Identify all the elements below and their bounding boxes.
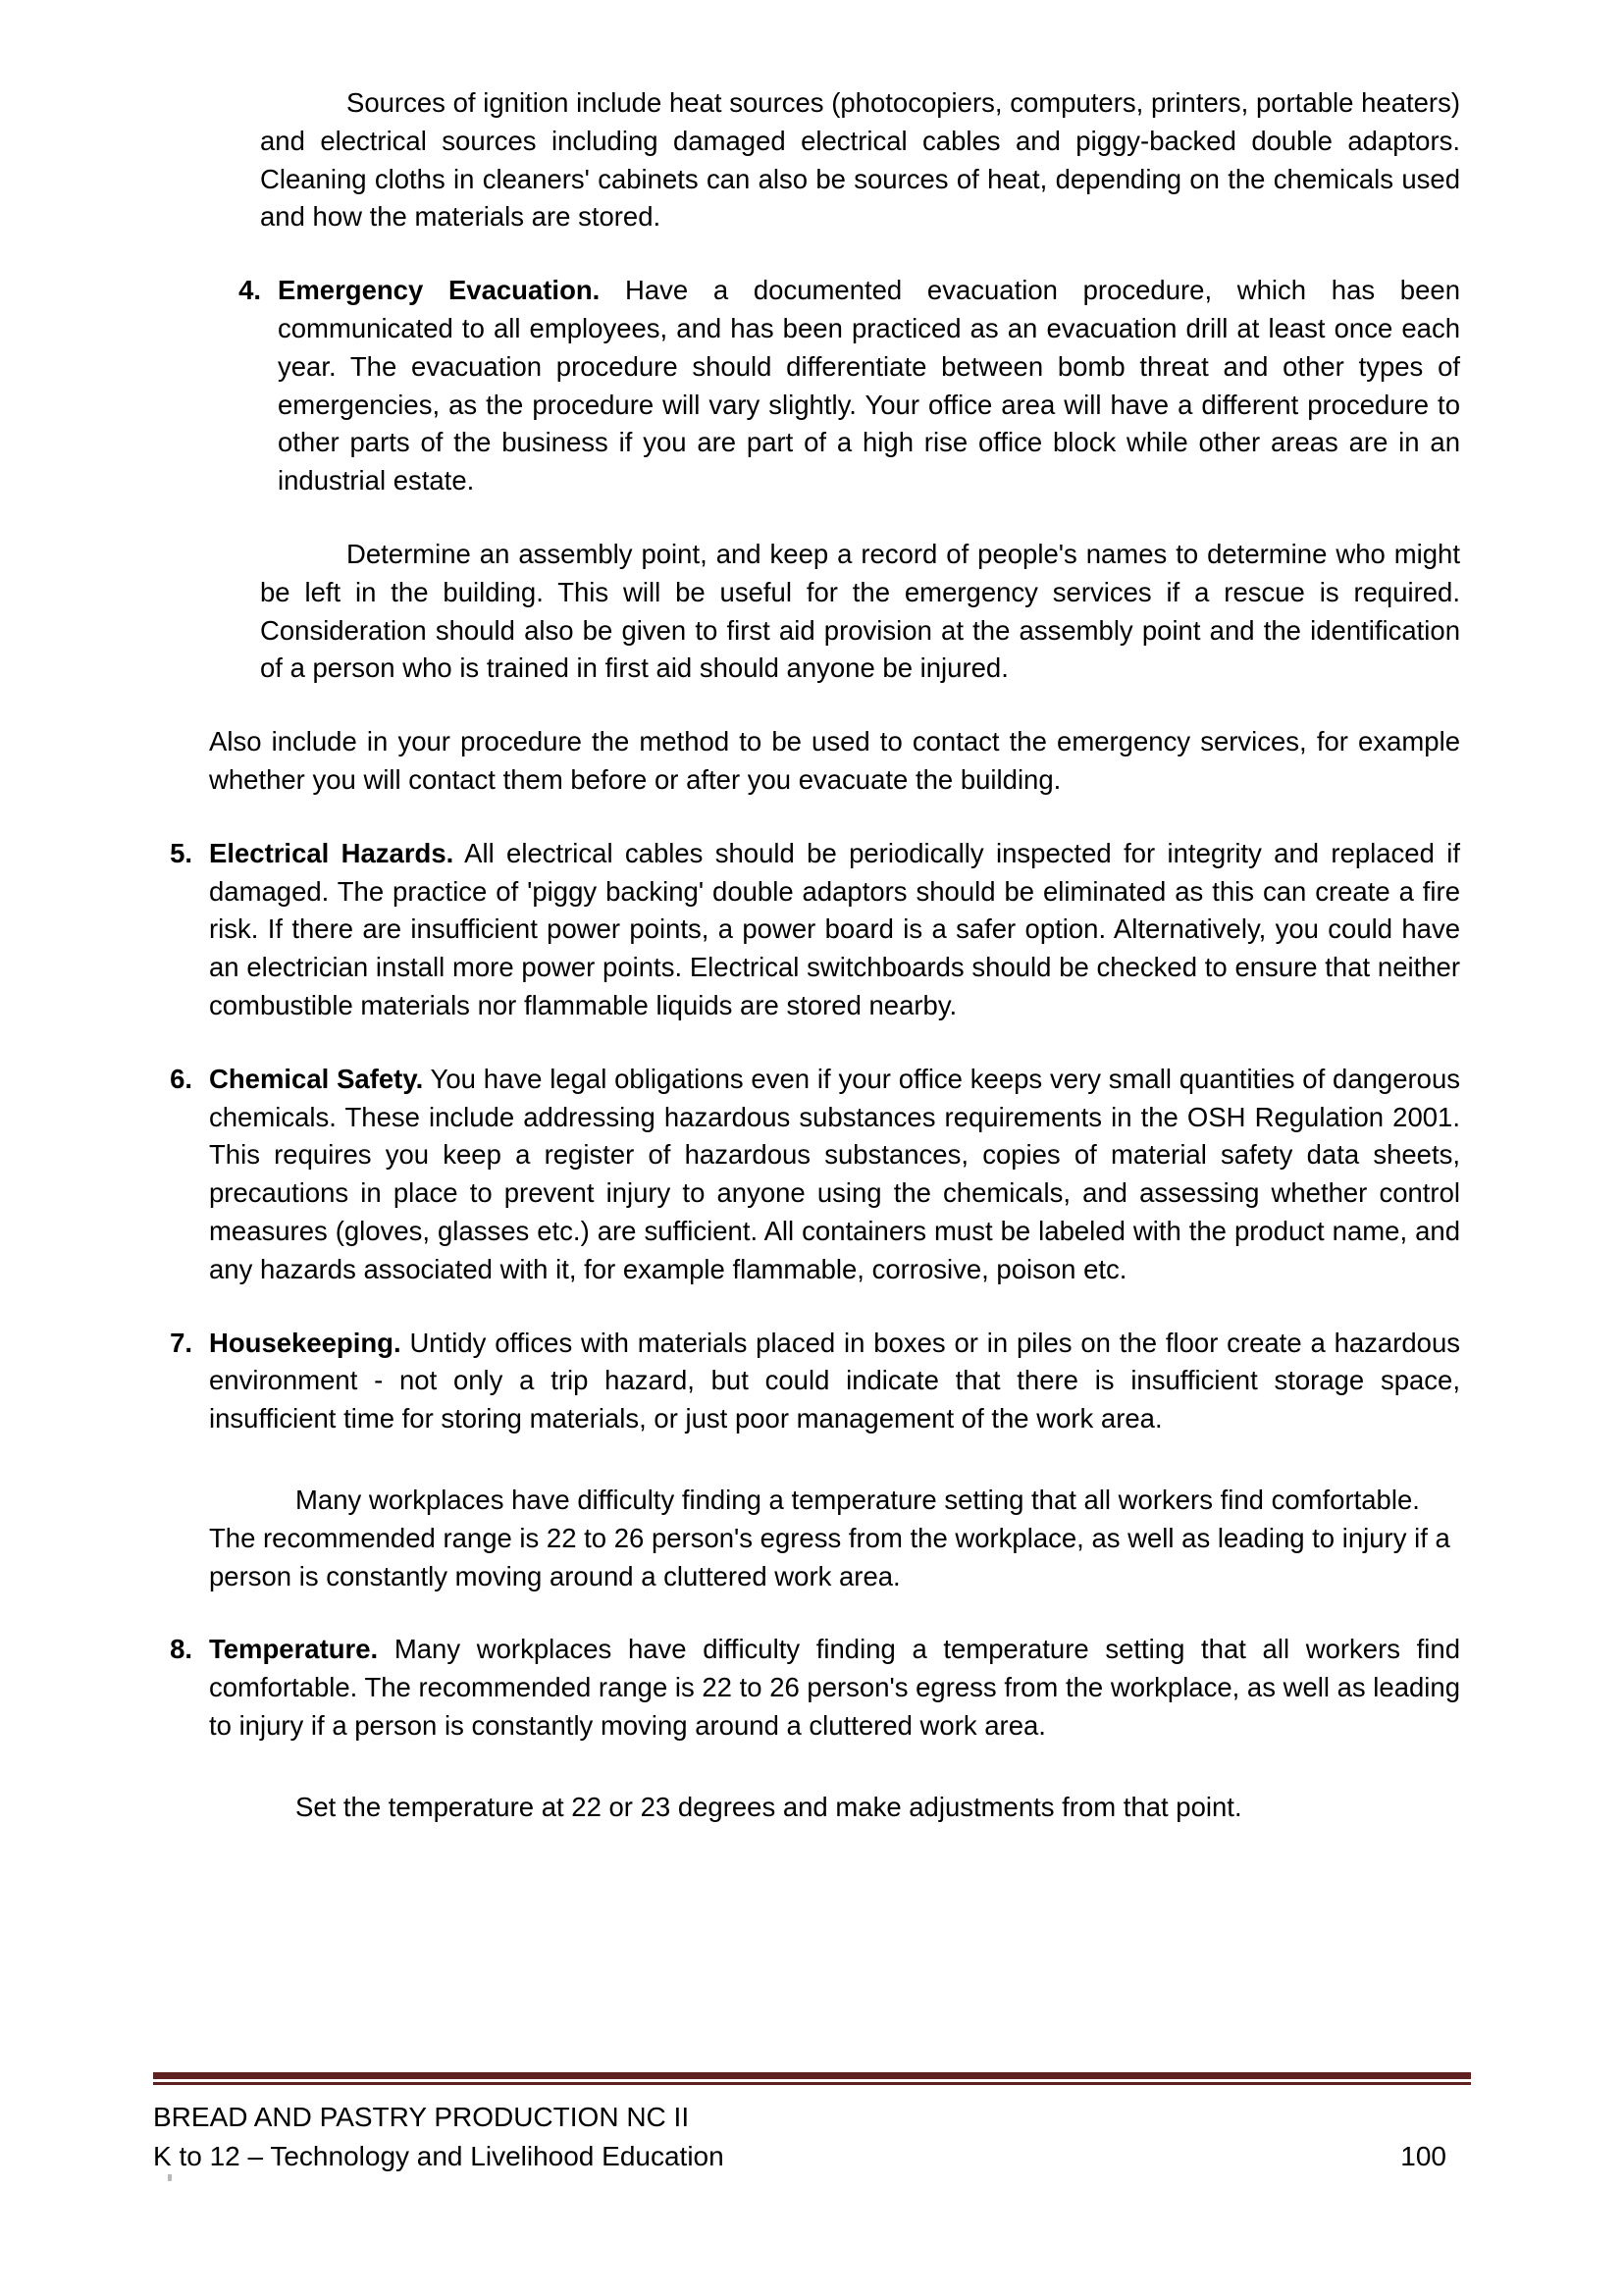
- paragraph-many-workplaces: Many workplaces have difficulty finding a temperature setting that all workers find comfortable. The recommended range is 22 to 26 person's egress from the workplace, as well as leading to injury if a person is constantly moving around a cluttered work area.: [209, 1484, 1450, 1591]
- list-item-8-body: [209, 1631, 1460, 1745]
- list-item-4-body: [278, 272, 1460, 500]
- spacer: [165, 1595, 1460, 1631]
- footer-text-block: [153, 2098, 1471, 2176]
- list-item-8-temperature: [165, 1631, 1460, 1745]
- page-content: [165, 84, 1460, 1826]
- list-item-6-body: [209, 1061, 1460, 1289]
- list-item-7-lead: Housekeeping.: [209, 1327, 401, 1358]
- list-item-5-electrical-hazards: [165, 835, 1460, 1025]
- spacer: [165, 1025, 1460, 1061]
- footer-subtitle-row: [153, 2137, 1471, 2176]
- spacer: [165, 800, 1460, 835]
- list-item-8-text: Many workplaces have difficulty finding a temperature setting that all workers find comfortable. The recommended range is 22 to 26 person's egress from the workplace, as well as leading to injury if a person is constantly moving around a cluttered work area.: [209, 1634, 1460, 1741]
- list-item-4-text: Have a documented evacuation procedure, which has been communicated to all employees, and has been practiced as an evacuation drill at least once each year. The evacuation procedure should differentiate between bomb threat and other types of emergencies, as the procedure will vary slightly. Your office area will have a different procedure to other parts of the business if you are part of a high rise office block while other areas are in an industrial estate.: [278, 275, 1460, 496]
- footer-program-subtitle: K to 12 – Technology and Livelihood Education: [153, 2141, 724, 2171]
- list-marker-8: 8.: [170, 1634, 192, 1665]
- list-marker-7: 7.: [170, 1327, 192, 1358]
- spacer: [165, 1746, 1460, 1789]
- list-item-8-lead: Temperature.: [209, 1634, 379, 1665]
- spacer: [165, 500, 1460, 536]
- spacer: [165, 1438, 1460, 1482]
- page-number: 100: [1400, 2141, 1446, 2171]
- paragraph-set-temperature: Set the temperature at 22 or 23 degrees and make adjustments from that point.: [295, 1791, 1242, 1822]
- list-marker-5: 5.: [170, 837, 192, 868]
- list-item-6-lead: Chemical Safety.: [209, 1063, 424, 1094]
- list-item-6-text: You have legal obligations even if your office keeps very small quantities of dangerous chemicals. These include addressing hazardous substances requirements in the OSH Regulation 2001. This requires you keep a register of hazardous substances, copies of material safety data sheets, precautions in place to prevent injury to anyone using the chemicals, and assessing whether control measures (gloves, glasses etc.) are sufficient. All containers must be labeled with the product name, and any hazards associated with it, for example flammable, corrosive, poison etc.: [209, 1063, 1460, 1284]
- scan-artifact-speck: [168, 2174, 172, 2181]
- page-footer: [153, 2072, 1471, 2176]
- list-marker-6: 6.: [170, 1063, 192, 1094]
- paragraph-also-include: Also include in your procedure the method to be used to contact the emergency services, for example whether you will contact them before or after you evacuate the building.: [209, 726, 1460, 795]
- spacer: [165, 688, 1460, 723]
- paragraph-sources-of-ignition: Sources of ignition include heat sources (photocopiers, computers, printers, portable heaters) and electrical sources including damaged electrical cables and piggy-backed double adaptors. Cleaning cloths in cleaners' cabinets can also be sources of heat, depending on the chemicals used and how the materials are stored.: [260, 87, 1460, 233]
- spacer: [165, 1289, 1460, 1325]
- list-item-7-housekeeping: [165, 1325, 1460, 1438]
- list-item-4-emergency-evacuation: [234, 272, 1460, 500]
- list-item-7-body: [209, 1325, 1460, 1438]
- list-item-4-lead: Emergency Evacuation.: [278, 275, 601, 306]
- list-item-5-lead: Electrical Hazards.: [209, 837, 454, 868]
- list-item-5-text: All electrical cables should be periodically inspected for integrity and replaced if damaged. The practice of 'piggy backing' double adaptors should be eliminated as this can create a fire risk. If there are insufficient power points, a power board is a safer option. Alternatively, you could have an electrician install more power points. Electrical switchboards should be checked to ensure that neither combustible materials nor flammable liquids are stored nearby.: [209, 837, 1460, 1020]
- paragraph-assembly-point: Determine an assembly point, and keep a record of people's names to determine who might be left in the building. This will be useful for the emergency services if a rescue is required. Consideration should also be given to first aid provision at the assembly point and the identification of a person who is trained in first aid should anyone be injured.: [260, 538, 1460, 684]
- footer-rule-thick: [153, 2072, 1471, 2079]
- spacer: [165, 236, 1460, 272]
- list-item-5-body: [209, 835, 1460, 1025]
- footer-rule-thin: [153, 2082, 1471, 2085]
- list-item-7-text: Untidy offices with materials placed in boxes or in piles on the floor create a hazardous environment - not only a trip hazard, but could indicate that there is insufficient storage space, insufficient time for storing materials, or just poor management of the work area.: [209, 1327, 1460, 1434]
- footer-course-title: BREAD AND PASTRY PRODUCTION NC II: [153, 2102, 690, 2132]
- list-marker-4: 4.: [238, 275, 261, 306]
- list-item-6-chemical-safety: [165, 1061, 1460, 1289]
